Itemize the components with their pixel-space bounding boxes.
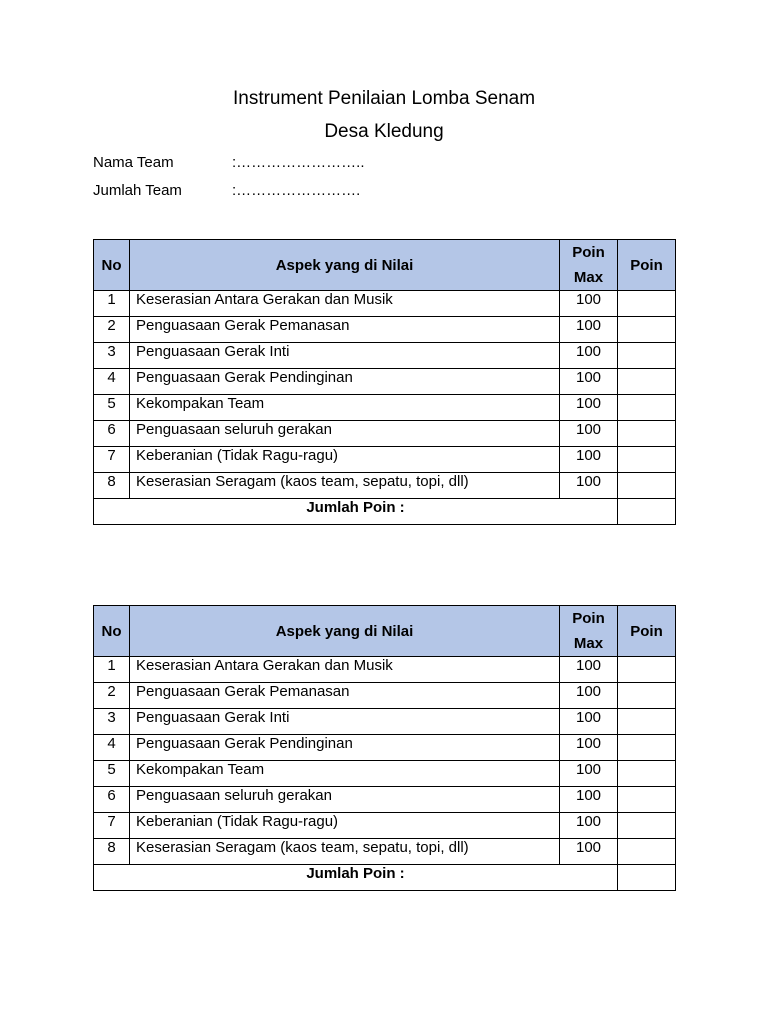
criteria-score-cell[interactable] [618, 447, 676, 473]
team-name-value: :…………………….. [232, 154, 365, 171]
criteria-number: 7 [94, 447, 130, 473]
criteria-number: 4 [94, 735, 130, 761]
criteria-number: 3 [94, 709, 130, 735]
document-subtitle: Desa Kledung [324, 121, 444, 142]
criteria-score-cell[interactable] [618, 839, 676, 865]
criteria-max-points: 100 [560, 813, 618, 839]
criteria-max-points: 100 [560, 343, 618, 369]
criteria-number: 8 [94, 473, 130, 499]
criteria-max-points: 100 [560, 709, 618, 735]
criteria-number: 4 [94, 369, 130, 395]
total-value-cell[interactable] [618, 865, 676, 891]
criteria-score-cell[interactable] [618, 369, 676, 395]
criteria-max-points: 100 [560, 735, 618, 761]
header-max-line2: Max [573, 269, 604, 286]
criteria-score-cell[interactable] [618, 657, 676, 683]
criteria-number: 6 [94, 421, 130, 447]
header-max-line1: Poin [572, 244, 605, 261]
criteria-number: 6 [94, 787, 130, 813]
header-max-points [560, 606, 618, 657]
criteria-aspect: Penguasaan Gerak Inti [130, 709, 560, 735]
criteria-score-cell[interactable] [618, 813, 676, 839]
table-row [94, 735, 676, 761]
criteria-number: 1 [94, 291, 130, 317]
criteria-aspect: Keserasian Seragam (kaos team, sepatu, topi, dll) [130, 473, 560, 499]
criteria-number: 1 [94, 657, 130, 683]
criteria-score-cell[interactable] [618, 343, 676, 369]
criteria-aspect: Keserasian Antara Gerakan dan Musik [130, 291, 560, 317]
criteria-max-points: 100 [560, 761, 618, 787]
header-no: No [94, 606, 130, 657]
criteria-aspect: Kekompakan Team [130, 761, 560, 787]
team-count-value: :……………………. [232, 182, 361, 199]
criteria-max-points: 100 [560, 395, 618, 421]
criteria-aspect: Penguasaan Gerak Pendinginan [130, 369, 560, 395]
team-count-label: Jumlah Team [93, 182, 182, 199]
header-aspect: Aspek yang di Nilai [130, 240, 560, 291]
header-max-line1: Poin [572, 610, 605, 627]
total-row [94, 865, 676, 891]
table-row [94, 709, 676, 735]
criteria-score-cell[interactable] [618, 787, 676, 813]
criteria-aspect: Keserasian Antara Gerakan dan Musik [130, 657, 560, 683]
table-row [94, 813, 676, 839]
total-row [94, 499, 676, 525]
criteria-number: 8 [94, 839, 130, 865]
table-row [94, 657, 676, 683]
score-table-2 [93, 605, 676, 891]
table-header-row [94, 240, 676, 291]
table-row [94, 447, 676, 473]
criteria-max-points: 100 [560, 421, 618, 447]
criteria-max-points: 100 [560, 473, 618, 499]
table-row [94, 343, 676, 369]
criteria-max-points: 100 [560, 839, 618, 865]
criteria-max-points: 100 [560, 657, 618, 683]
table-row [94, 473, 676, 499]
criteria-number: 5 [94, 761, 130, 787]
criteria-score-cell[interactable] [618, 421, 676, 447]
criteria-score-cell[interactable] [618, 683, 676, 709]
criteria-score-cell[interactable] [618, 735, 676, 761]
criteria-score-cell[interactable] [618, 473, 676, 499]
table-row [94, 787, 676, 813]
total-label: Jumlah Poin : [94, 499, 618, 525]
table-row [94, 761, 676, 787]
team-name-field [93, 154, 365, 172]
criteria-aspect: Keserasian Seragam (kaos team, sepatu, topi, dll) [130, 839, 560, 865]
table-row [94, 317, 676, 343]
header-aspect: Aspek yang di Nilai [130, 606, 560, 657]
criteria-max-points: 100 [560, 787, 618, 813]
team-count-field [93, 182, 360, 200]
criteria-aspect: Penguasaan seluruh gerakan [130, 421, 560, 447]
criteria-score-cell[interactable] [618, 395, 676, 421]
criteria-aspect: Kekompakan Team [130, 395, 560, 421]
criteria-max-points: 100 [560, 291, 618, 317]
header-no: No [94, 240, 130, 291]
criteria-aspect: Penguasaan Gerak Pemanasan [130, 317, 560, 343]
criteria-max-points: 100 [560, 447, 618, 473]
criteria-aspect: Penguasaan Gerak Pemanasan [130, 683, 560, 709]
criteria-aspect: Penguasaan Gerak Pendinginan [130, 735, 560, 761]
criteria-number: 3 [94, 343, 130, 369]
criteria-number: 5 [94, 395, 130, 421]
table-row [94, 291, 676, 317]
table-row [94, 369, 676, 395]
criteria-max-points: 100 [560, 317, 618, 343]
table-row [94, 839, 676, 865]
criteria-number: 7 [94, 813, 130, 839]
criteria-aspect: Keberanian (Tidak Ragu-ragu) [130, 447, 560, 473]
criteria-score-cell[interactable] [618, 291, 676, 317]
total-value-cell[interactable] [618, 499, 676, 525]
criteria-score-cell[interactable] [618, 761, 676, 787]
total-label: Jumlah Poin : [94, 865, 618, 891]
criteria-aspect: Penguasaan Gerak Inti [130, 343, 560, 369]
criteria-score-cell[interactable] [618, 709, 676, 735]
criteria-max-points: 100 [560, 369, 618, 395]
table-header-row [94, 606, 676, 657]
header-max-points [560, 240, 618, 291]
table-row [94, 683, 676, 709]
criteria-aspect: Penguasaan seluruh gerakan [130, 787, 560, 813]
criteria-max-points: 100 [560, 683, 618, 709]
document-title: Instrument Penilaian Lomba Senam [232, 88, 536, 109]
table-row [94, 395, 676, 421]
header-points: Poin [618, 240, 676, 291]
table-row [94, 421, 676, 447]
criteria-number: 2 [94, 683, 130, 709]
header-points: Poin [618, 606, 676, 657]
criteria-number: 2 [94, 317, 130, 343]
team-name-label: Nama Team [93, 154, 174, 171]
criteria-score-cell[interactable] [618, 317, 676, 343]
header-max-line2: Max [573, 635, 604, 652]
criteria-aspect: Keberanian (Tidak Ragu-ragu) [130, 813, 560, 839]
score-table-1 [93, 239, 676, 525]
